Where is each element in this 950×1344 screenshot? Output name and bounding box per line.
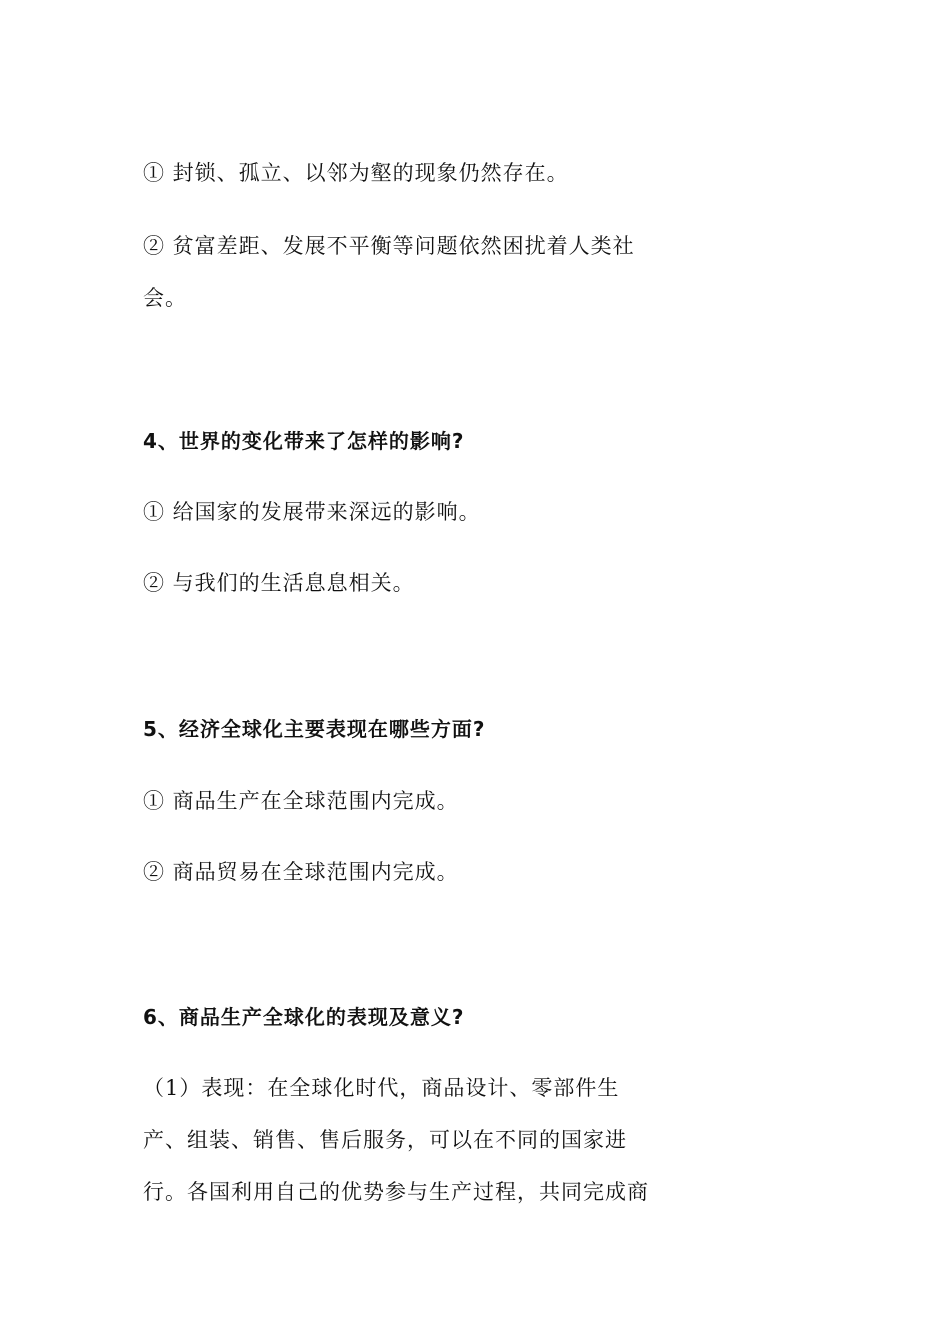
section5-point2: ② 商品贸易在全球范围内完成。: [143, 860, 459, 884]
section5-heading: 5、经济全球化主要表现在哪些方面?: [143, 717, 486, 741]
section6-heading: 6、商品生产全球化的表现及意义?: [143, 1005, 465, 1029]
section4-heading: 4、世界的变化带来了怎样的影响?: [143, 429, 465, 453]
section6-para-line1: （1）表现：在全球化时代，商品设计、零部件生: [143, 1076, 620, 1100]
section6-para-line3: 行。各国利用自己的优势参与生产过程，共同完成商: [143, 1180, 649, 1204]
section3-point2-line2: 会。: [143, 286, 187, 310]
section4-point1: ① 给国家的发展带来深远的影响。: [143, 500, 481, 524]
section5-point1: ① 商品生产在全球范围内完成。: [143, 789, 459, 813]
section3-point1: ① 封锁、孤立、以邻为壑的现象仍然存在。: [143, 161, 569, 185]
section3-point2-line1: ② 贫富差距、发展不平衡等问题依然困扰着人类社: [143, 234, 635, 258]
section6-para-line2: 产、组装、销售、售后服务，可以在不同的国家进: [143, 1128, 627, 1152]
section4-point2: ② 与我们的生活息息相关。: [143, 571, 415, 595]
